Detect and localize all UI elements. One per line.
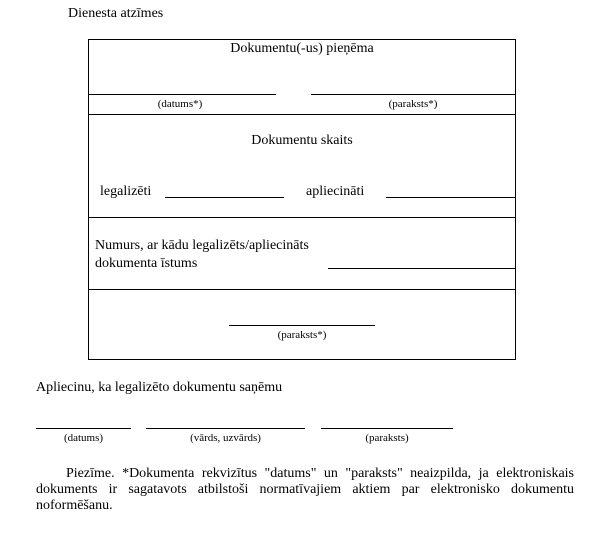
signature-line[interactable] <box>229 325 375 326</box>
receipt-date-line[interactable] <box>36 428 131 429</box>
form-box-right-border <box>515 39 516 359</box>
receipt-signature-caption: (paraksts) <box>365 432 409 444</box>
form-box-bottom-border <box>88 359 516 360</box>
acceptance-signature-line[interactable] <box>311 94 515 95</box>
acceptance-date-line[interactable] <box>88 94 276 95</box>
document-count-title: Dokumentu skaits <box>251 133 353 148</box>
certified-count-line[interactable] <box>386 197 515 198</box>
form-box-divider-3 <box>88 289 516 290</box>
form-box-divider-2 <box>88 217 516 218</box>
legalized-label: legalizēti <box>100 184 152 199</box>
receipt-signature-line[interactable] <box>321 428 453 429</box>
acceptance-signature-caption: (paraksts*) <box>388 98 438 110</box>
receipt-name-line[interactable] <box>146 428 305 429</box>
form-box-left-border <box>88 39 89 359</box>
receipt-statement: Apliecinu, ka legalizēto dokumentu saņēmu <box>36 380 283 395</box>
signature-caption: (paraksts*) <box>277 329 327 341</box>
certified-label: apliecināti <box>306 184 365 199</box>
acceptance-title: Dokumentu(-us) pieņēma <box>230 41 374 56</box>
footnote: Piezīme. *Dokumenta rekvizītus "datums" un "paraksts" neaizpilda, ja elektroniskais dokuments ir sagatavots atbilstoši normatīvajiem aktiem par elektronisko dokumentu noformēšanu. <box>36 466 574 513</box>
form-box-divider-1 <box>88 114 516 115</box>
legalized-count-line[interactable] <box>165 197 284 198</box>
form-box-top-border <box>88 39 516 40</box>
number-label-line2: dokumenta īstums <box>95 256 198 271</box>
number-entry-line[interactable] <box>328 268 515 269</box>
receipt-date-caption: (datums) <box>63 432 104 444</box>
receipt-name-caption: (vārds, uzvārds) <box>190 432 261 444</box>
acceptance-date-caption: (datums*) <box>157 98 203 110</box>
service-marks-heading: Dienesta atzīmes <box>68 6 164 21</box>
number-label-line1: Numurs, ar kādu legalizēts/apliecināts <box>95 238 309 253</box>
